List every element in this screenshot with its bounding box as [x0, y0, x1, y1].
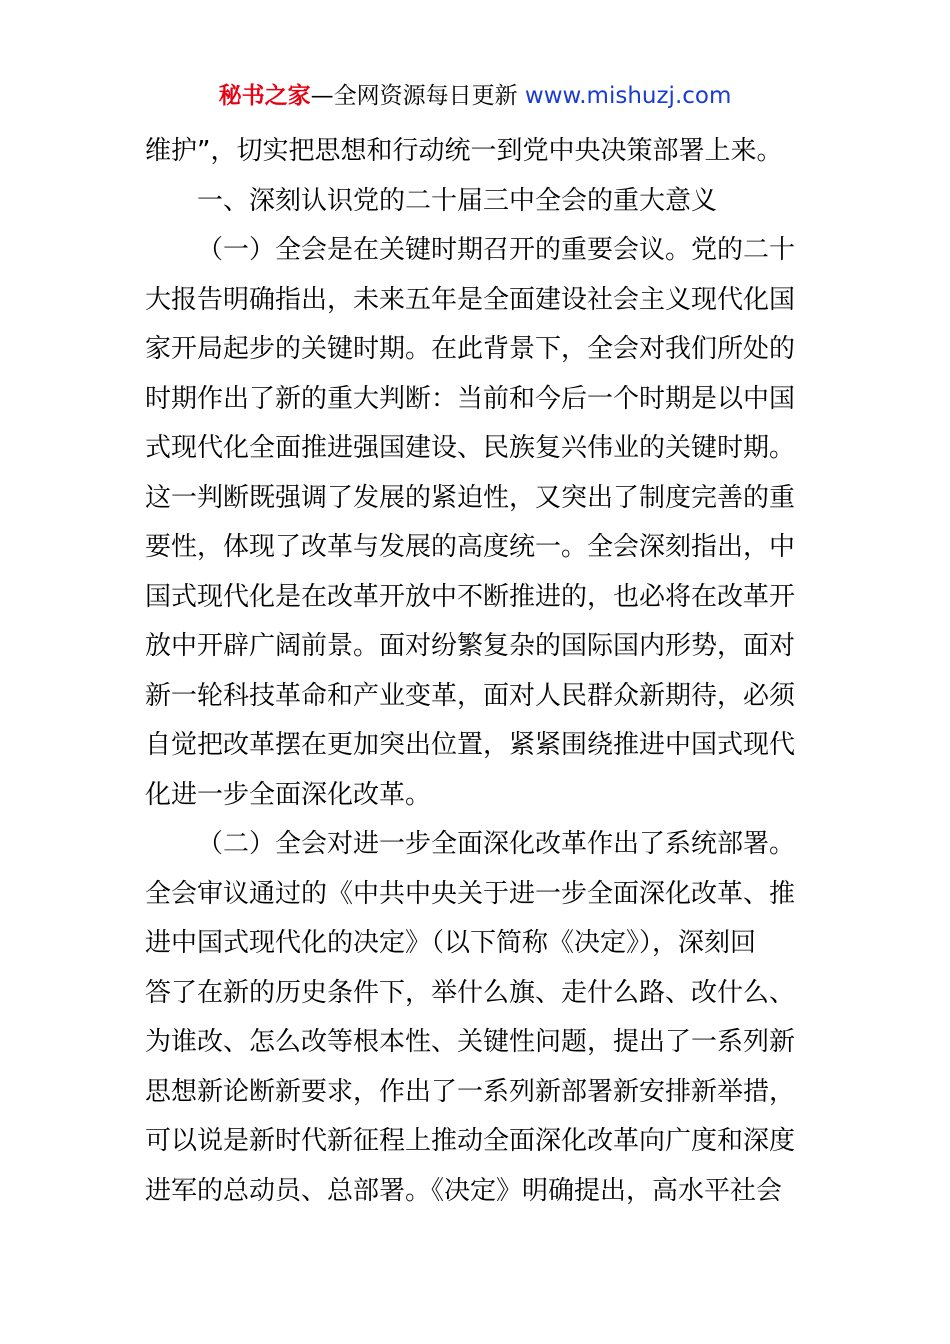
text-line: 国式现代化是在改革开放中不断推进的，也必将在改革开: [145, 581, 796, 612]
text-line: 可以说是新时代新征程上推动全面深化改革向广度和深度: [145, 1126, 796, 1156]
header-url-link[interactable]: www.mishuzj.com: [524, 83, 732, 109]
text-line: 化进一步全面深化改革。: [145, 779, 432, 810]
text-line: （一）全会是在关键时期召开的重要会议。党的二十: [197, 235, 796, 265]
text-line: 式现代化全面推进强国建设、民族复兴伟业的关键时期。: [145, 433, 796, 463]
text-line: 大报告明确指出，未来五年是全面建设社会主义现代化国: [145, 284, 796, 315]
text-line: 自觉把改革摆在更加突出位置，紧紧围绕推进中国式现代: [145, 730, 796, 760]
text-line: 时期作出了新的重大判断：当前和今后一个时期是以中国: [145, 383, 796, 414]
text-line: 维护”，切实把思想和行动统一到党中央决策部署上来。: [145, 136, 783, 166]
text-line: 进中国式现代化的决定》（以下简称《决定》），深刻回: [145, 928, 757, 958]
text-line: 要性，体现了改革与发展的高度统一。全会深刻指出，中: [145, 532, 796, 562]
text-line: 放中开辟广阔前景。面对纷繁复杂的国际国内形势，面对: [145, 631, 796, 661]
page-header: [0, 80, 950, 112]
text-line: 家开局起步的关键时期。在此背景下，全会对我们所处的: [145, 334, 796, 364]
text-line: 为谁改、怎么改等根本性、关键性问题，提出了一系列新: [145, 1027, 796, 1057]
text-line: 进军的总动员、总部署。《决定》明确提出，高水平社会: [145, 1175, 783, 1206]
header-tagline: —全网资源每日更新: [310, 83, 525, 109]
text-line: 一、深刻认识党的二十届三中全会的重大意义: [197, 185, 718, 216]
text-line: 这一判断既强调了发展的紧迫性，又突出了制度完善的重: [145, 482, 796, 513]
text-line: 全会审议通过的《中共中央关于进一步全面深化改革、推: [145, 878, 796, 909]
text-line: 思想新论断新要求，作出了一系列新部署新安排新举措，: [145, 1076, 796, 1107]
text-line: 新一轮科技革命和产业变革，面对人民群众新期待，必须: [145, 680, 796, 711]
header-brand: 秘书之家: [218, 83, 311, 109]
text-line: （二）全会对进一步全面深化改革作出了系统部署。: [197, 829, 796, 859]
document-body: [145, 127, 810, 1216]
text-line: 答了在新的历史条件下，举什么旗、走什么路、改什么、: [145, 977, 796, 1008]
